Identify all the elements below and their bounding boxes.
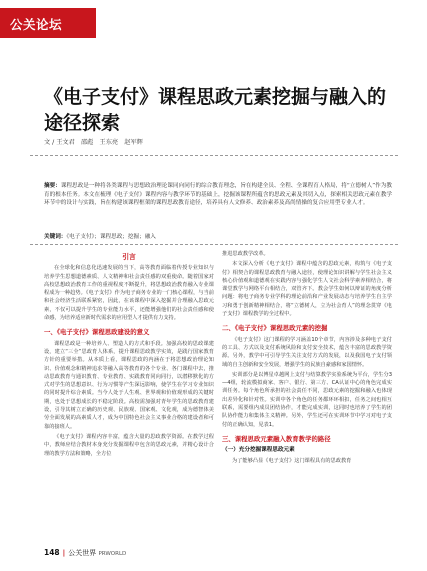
section-1-paragraph-1: 课程思政是一种培养人、塑造人的方式和手段。加强高校的思政课建设，建立“三全”思政育人体系，提升课程思政教学实效，是践行国家教育方针的重要举措。从本质上看，课程思政的内涵在于将思想政治理论知识、价值观念和精神追求等融入高等教育的各个专业、各门课程中去，推动思政教育与通识教育、专业教育、实践教育同向同行，以潜移默化的方式对学生的思想意识、行为习惯等产生深远影响，使学生在学习专业知识的同时提升综合素质。当今人处于人生观、世界观和价值观形成的关键时期，也处于思想成长的不稳定阶段。高校需加强对青年学生的思政教育建设，引导其树立正确的历史观、民族观、国家观、文化观，成为德智体美劳全面发展的高素质人才，成为中国特色社会主义事业合格的建设者和可靠的接班人。 (44, 340, 214, 430)
keywords-text: 《电子支付》；课程思政；挖掘；融入 (66, 234, 156, 240)
keywords (44, 232, 392, 240)
right-paragraph-1: 本文深入分析《电子支付》课程中蕴含的思政元素，构筑与《电子支付》相契合的课程思政教育与融入途径，使理论知识讲解与学生社会主义核心价值观和道德观在实践内容与强化学生人文社会科学素养相结合，将课堂教学与网络平台相结合，双管齐下。教会学生如何以辩证的角度分析问题：将电子商务专业学科的理论前沿和产业发展动态与培养学生自主学习和勇于创新精神相结合，将“立德树人，立为社会育人”的理念贯穿《电子支付》课程教学的全过程中。 (222, 261, 392, 318)
section-3-heading: 三、课程思政元素融入教育教学的路径 (222, 434, 331, 443)
intro-paragraph: 在全球化和信息化迅速发展的当下，高等教育面临着传授专业知识与培养学生思想道德素质、人文精神和社会责任感的双重使命。随着国家对高校思想政治教育工作的重视程度不断提升，将思想政治教育融入专业课程成为一种趋势。《电子支付》作为电子商务专业的一门核心课程，与当前和社会经济生活联系紧密，因此，在该课程中深入挖掘并合理融入思政元素，不仅可以提升学生的专业能力水平，还能增强他们的社会责任感和使命感，为培养适应新时代需求的应用型人才提供有力支持。 (44, 265, 214, 322)
section-2-paragraph-1: 《电子支付》这门课程的学习涵盖10个章节，内容涉及多种电子支付的工具、方式以及支付系统风险和支付安全技术，蕴含丰富的思政教学资源。另外，教学中可引导学生关注支付方式的发展，以及我国电子支付领域的自主创新和安全发展，增强学生的民族自豪感和家国情怀。 (222, 336, 392, 368)
abstract-label: 摘要： (44, 183, 61, 189)
continued-paragraph: 推进思政教学改革。 (222, 251, 269, 257)
page-number: 148 (44, 548, 60, 557)
right-column (222, 250, 392, 467)
section-1-paragraph-2: 《电子支付》课程内容丰富，蕴含大量的思政教学资源。在教学过程中，教师应结合教材本身充分发掘课程中包含的思政元素，并精心设计合理的教学方法和策略，全方位 (44, 433, 214, 457)
section-3-paragraph-1: 为了能够凸显《电子支付》这门课程具有的思政教育 (232, 457, 352, 464)
abstract (44, 182, 392, 208)
page-footer (44, 548, 126, 558)
section-1-heading: 一、《电子支付》课程思政建设的意义 (44, 328, 150, 337)
divider-bottom (30, 244, 398, 245)
article-title: 《电子支付》课程思政元素挖掘与融入的途径探索 (44, 86, 387, 134)
section-2-paragraph-2: 实训部分是以博星卓越网上支付与结算教学实验系统为平台，学生分3—4组，轮流模拟商家、客户、银行、第三方、CA认证中心的角色完成实训任务。每个角色所承担的社会责任不同，思政元素的挖掘和融入也体现出差异化和针对性。实训中各个角色的任务都环环相扣，任务之间也相互联系，需要组内成员团结协作，才能完成实训，这同时也培养了学生的团队协作能力和集体主义精神。另外，学生还可在实训环节中学习对电子支付的正确认知，见表1。 (222, 371, 392, 428)
section-2-heading: 二、《电子支付》课程思政元素的挖掘 (222, 324, 328, 333)
article-authors: 文 / 王文君 邵彪 王东亮 赵军辉 (44, 139, 143, 146)
left-column (44, 250, 214, 460)
journal-name: 公关世界 (68, 549, 97, 557)
abstract-text: 课程思政是一种将各类课程与思想政治理论课同向同行的综合教育理念，旨在构建全员、全程、全课程育人格局，将“立德树人”作为教育的根本任务。本文在梳理《电子支付》课程内容与教学环节的基础上，挖掘该课程所蕴含的思政元素及其切入点，探索相关思政元素在教学环节中的设计与实践，旨在构建该课程框架的课程思政教育途径，培养具有人文修养、政治素养及高尚情操的复合应用型专业人才。 (44, 183, 392, 207)
footer-separator: | (62, 549, 66, 557)
journal-name-en: PRWORLD (98, 551, 127, 557)
section-3-subheading: （一）充分挖掘课程思政元素 (222, 447, 295, 454)
intro-heading: 引言 (122, 253, 136, 261)
section-tag (0, 8, 96, 38)
keywords-label: 关键词： (44, 234, 67, 240)
divider-top (30, 155, 398, 156)
section-tag-label: 公关论坛 (10, 17, 63, 32)
